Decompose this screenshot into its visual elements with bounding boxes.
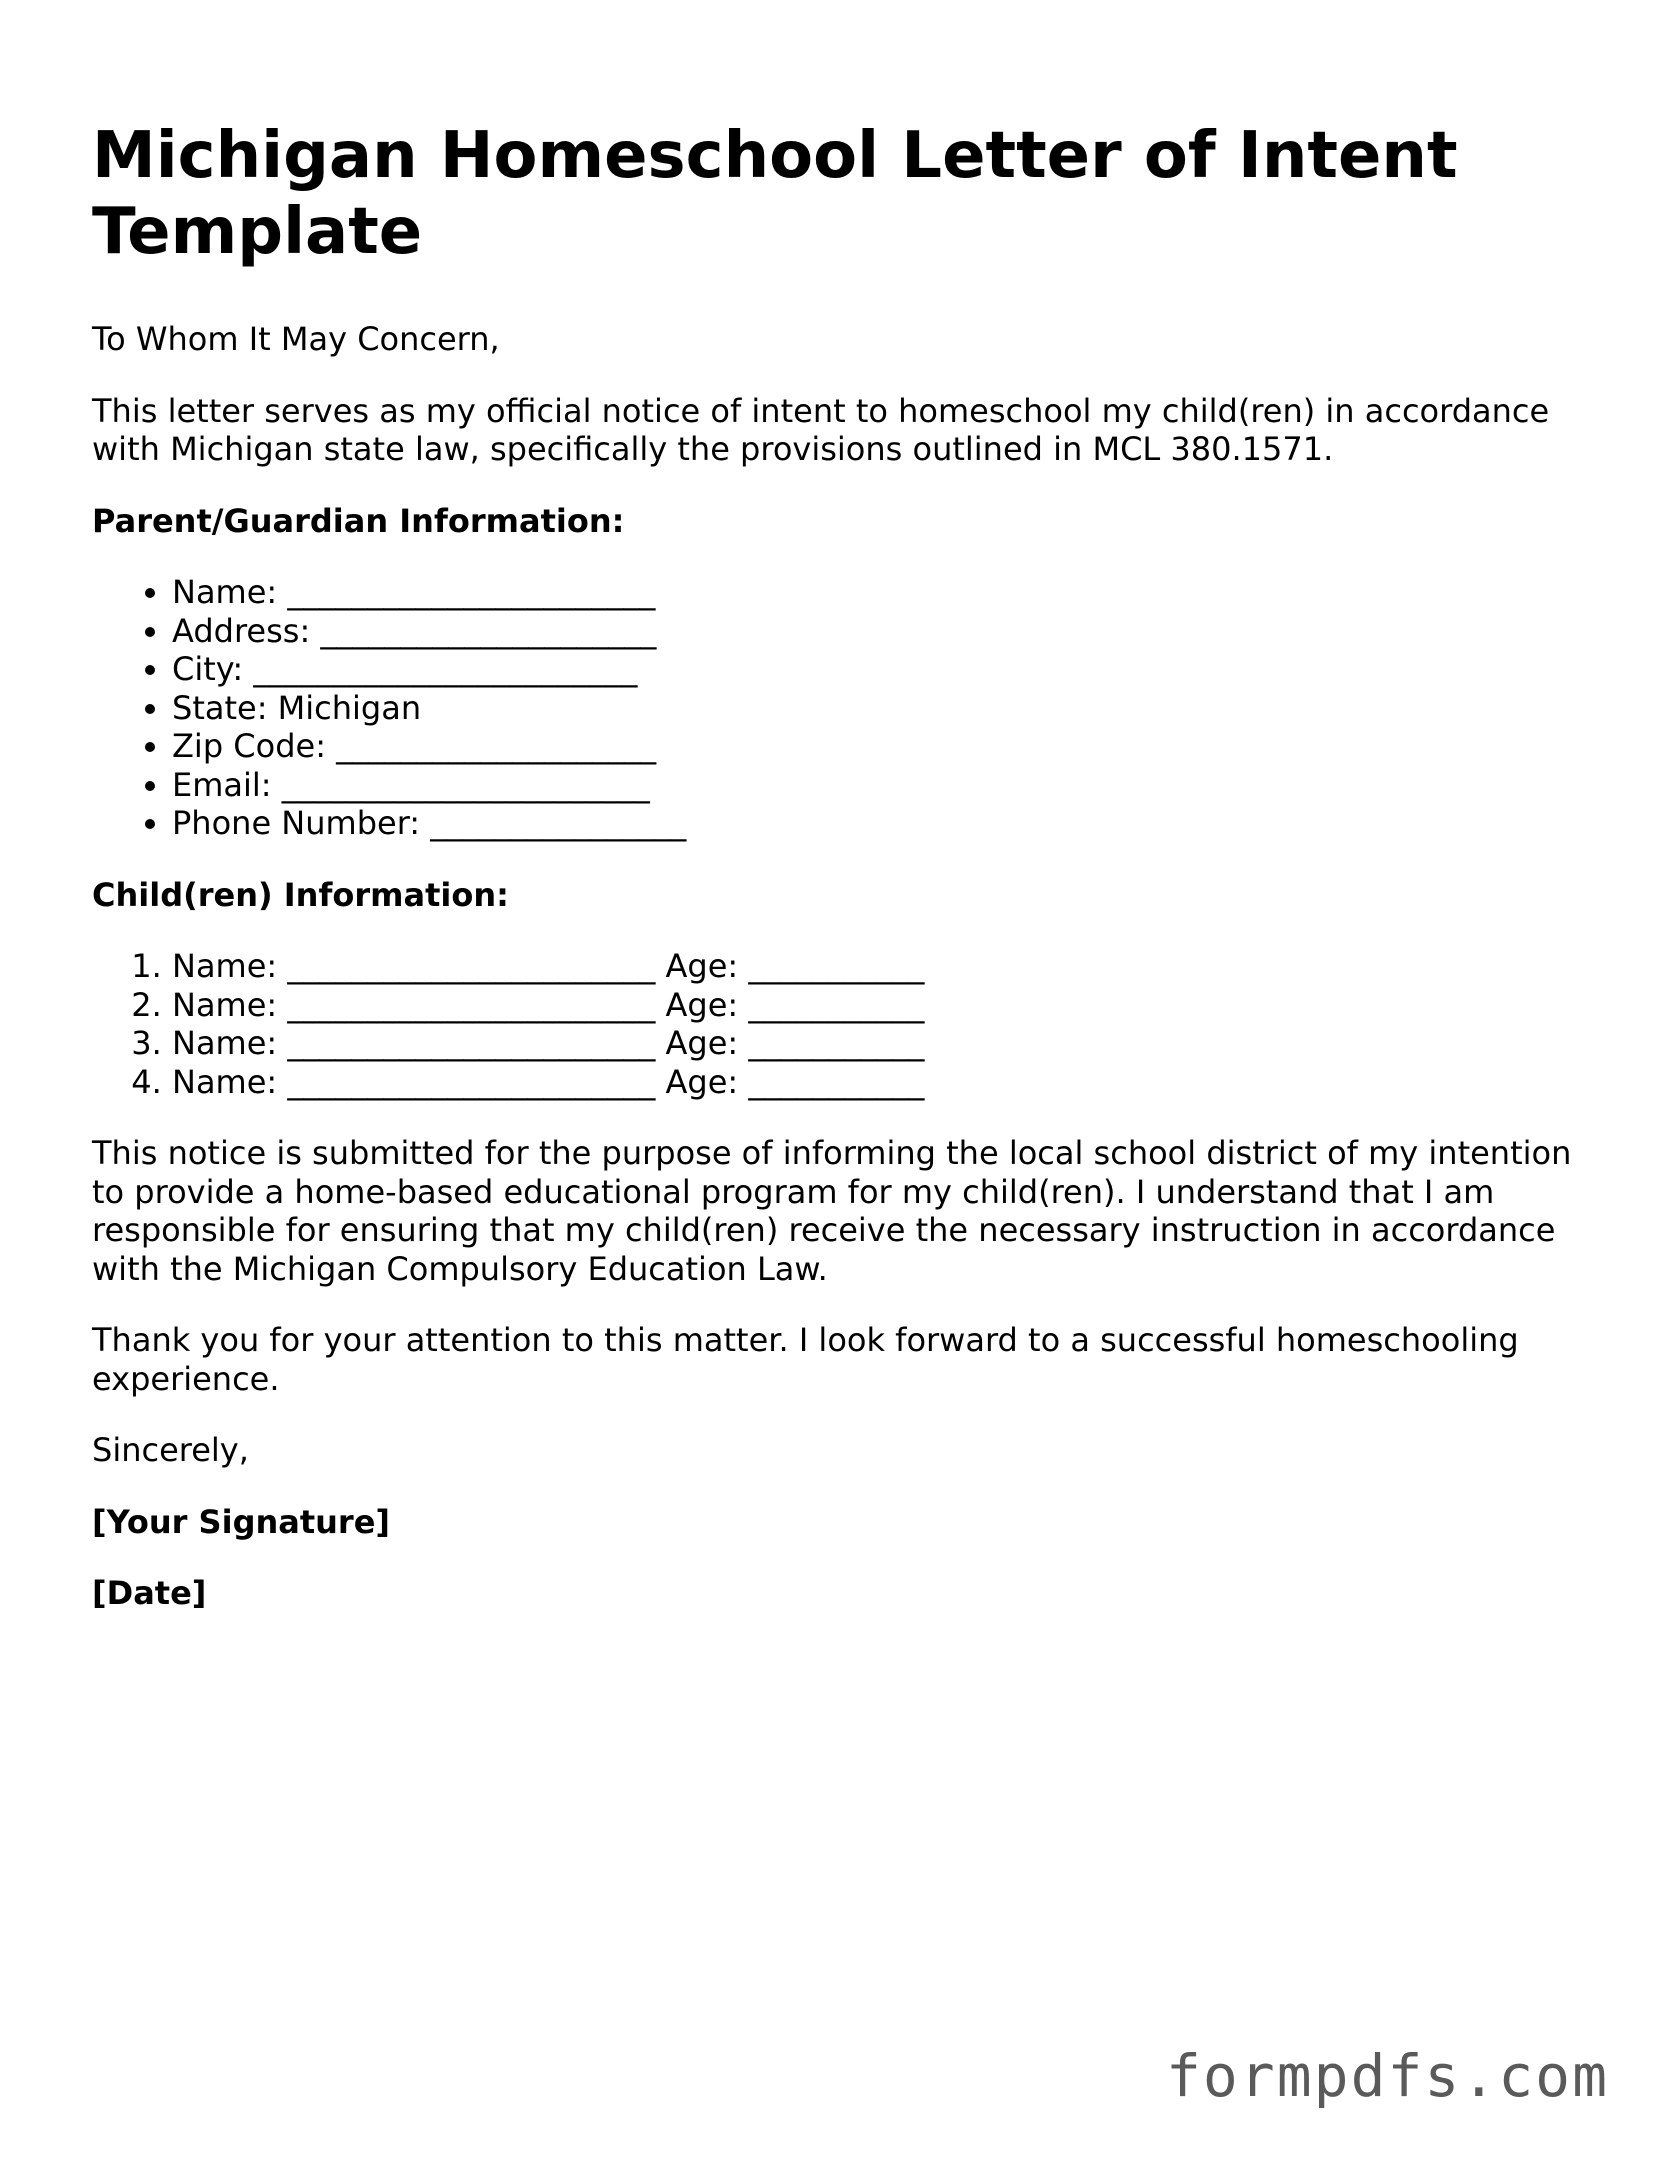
children-section-heading: Child(ren) Information: [92, 875, 509, 914]
children-info-list [92, 947, 1582, 1101]
parent-section-heading: Parent/Guardian Information: [92, 501, 625, 540]
child-row: 3. Name: _______________________ Age: ___________ [172, 1024, 1582, 1063]
child-row: 2. Name: _______________________ Age: ___________ [172, 986, 1582, 1025]
parent-state-field: • State: Michigan [172, 689, 1582, 728]
parent-city-field: • City: ________________________ [172, 650, 1582, 689]
parent-email-field: • Email: _______________________ [172, 766, 1582, 805]
intro-paragraph: This letter serves as my official notice of intent to homeschool my child(ren) in accordance with Michigan state law, specifically the provisions outlined in MCL 380.1571. [92, 391, 1550, 468]
signature-placeholder: [Your Signature] [92, 1502, 391, 1541]
watermark-text: formpdfs.com [1165, 2042, 1609, 2110]
child-row: 1. Name: _______________________ Age: ___________ [172, 947, 1582, 986]
parent-phone-field: • Phone Number: ________________ [172, 804, 1582, 843]
notice-paragraph: This notice is submitted for the purpose of informing the local school district of my intention to provide a home-based educational program for my child(ren). I understand that I am responsible for ensuring that my child(ren) receive the necessary instruction in accordance with the Michigan Compulsory Education Law. [92, 1134, 1572, 1288]
child-row: 4. Name: _______________________ Age: ___________ [172, 1063, 1582, 1102]
thanks-paragraph: Thank you for your attention to this matter. I look forward to a successful homeschooling experience. [92, 1321, 1519, 1398]
closing: Sincerely, [92, 1431, 249, 1469]
date-placeholder: [Date] [92, 1574, 207, 1612]
page-title: Michigan Homeschool Letter of Intent Template [92, 119, 1458, 269]
parent-info-list [92, 573, 1582, 843]
salutation: To Whom It May Concern, [92, 320, 500, 358]
parent-zip-field: • Zip Code: ____________________ [172, 727, 1582, 766]
document-page [92, 118, 1582, 1613]
parent-name-field: • Name: _______________________ [172, 573, 1582, 612]
parent-address-field: • Address: _____________________ [172, 612, 1582, 651]
